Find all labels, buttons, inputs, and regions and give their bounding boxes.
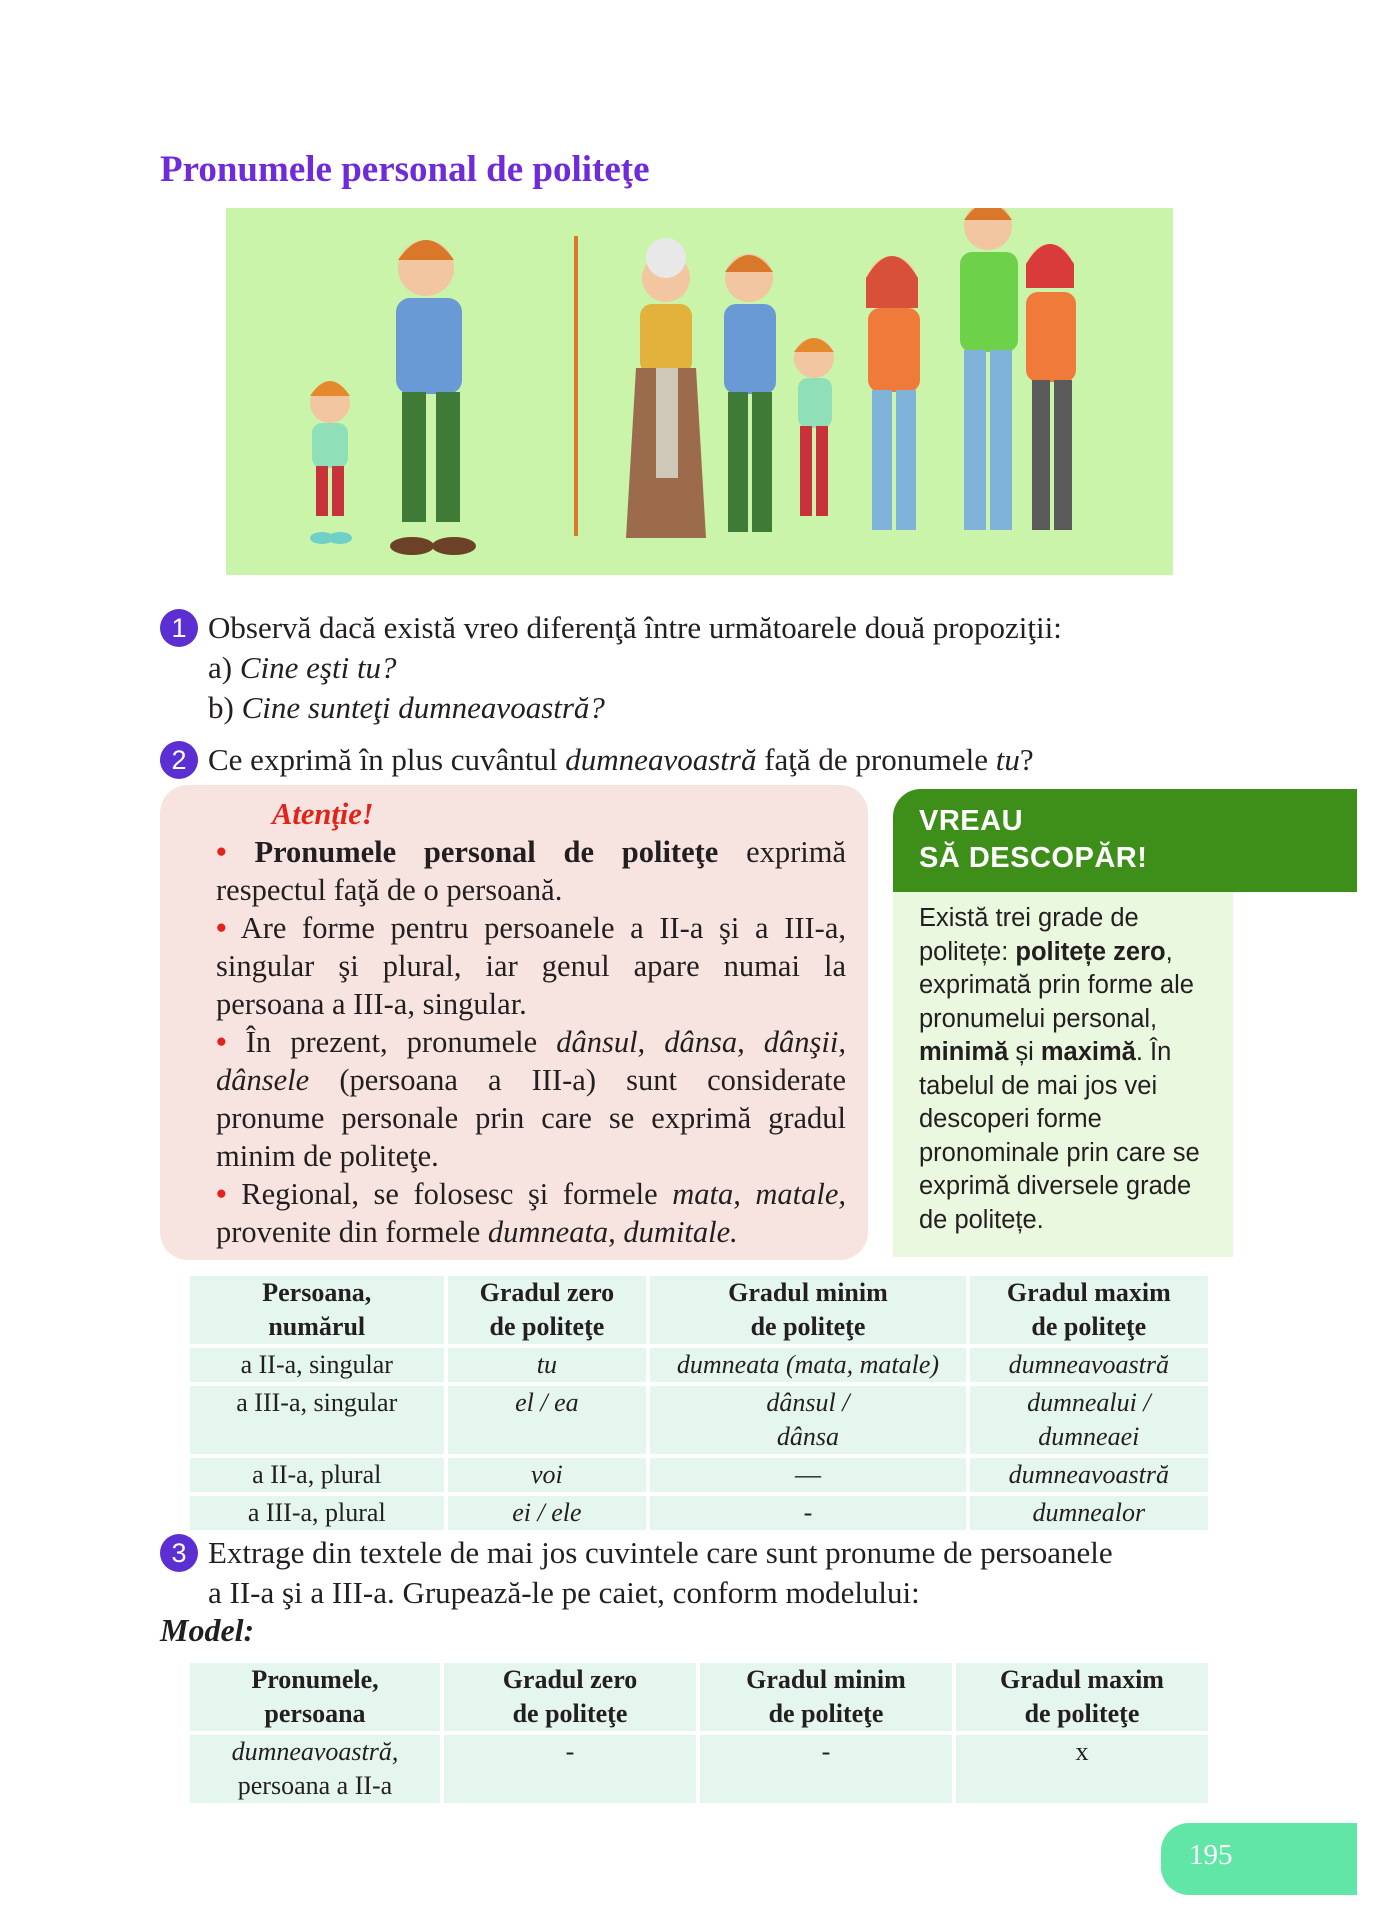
table-header-cell: Pronumele, persoana xyxy=(190,1663,440,1731)
table-cell: dumnealui / dumneaei xyxy=(970,1386,1208,1454)
table-cell: dânsul / dânsa xyxy=(650,1386,965,1454)
question-3-line-1: Extrage din textele de mai jos cuvintele care sunt pronume de persoanele xyxy=(208,1535,1113,1570)
attention-bullet-1: • Pronumele personal de politeţe exprimă respectul faţă de o persoană. xyxy=(216,835,847,907)
figure-woman-orange xyxy=(866,256,920,530)
attention-bullet-2: • Are forme pentru persoanele a II-a şi a III-a, singular şi plural, iar genul apare numai la persoana a III-a, singular. xyxy=(216,911,846,1021)
discover-body: Există trei grade de politețe: politețe zero, exprimată prin forme ale pronumelui personal, minimă și maximă. În tabelul de mai jos vei descoperi forme pronominale prin care se exprimă diversele grade de politețe. xyxy=(893,892,1233,1257)
table-cell: el / ea xyxy=(448,1386,647,1454)
page-title: Pronumele personal de politeţe xyxy=(160,149,650,190)
table-header-row xyxy=(190,1663,1208,1731)
table-row xyxy=(190,1496,1208,1530)
attention-bullet-3: • În prezent, pronumele dânsul, dânsa, dânşii, dânsele (persoana a III-a) sunt considerate pronume personale prin care se exprimă gradul minim de politeţe. xyxy=(216,1025,847,1173)
question-3-line-2: a II-a şi a III-a. Grupează-le pe caiet, conform modelului: xyxy=(208,1575,920,1610)
table-header-cell: Gradul zero de politeţe xyxy=(448,1276,647,1344)
question-number-badge: 3 xyxy=(160,1534,198,1572)
discover-header xyxy=(893,789,1357,892)
question-1-option-a: a) Cine eşti tu? xyxy=(208,650,397,685)
figure-grandmother xyxy=(626,238,706,538)
question-number-badge: 1 xyxy=(160,609,198,647)
figure-man-middle xyxy=(724,254,776,532)
question-1 xyxy=(160,608,1360,728)
figure-child-middle xyxy=(794,338,834,516)
table-cell: dumneata (mata, matale) xyxy=(650,1348,965,1382)
table-cell: tu xyxy=(448,1348,647,1382)
figure-child-left xyxy=(310,381,352,544)
table-header-cell: Gradul zero de politeţe xyxy=(444,1663,696,1731)
politeness-grades-table xyxy=(186,1272,1212,1534)
table-row xyxy=(190,1458,1208,1492)
table-cell: a III-a, plural xyxy=(190,1496,444,1530)
table-header-cell: Gradul maxim de politeţe xyxy=(970,1276,1208,1344)
figure-man-green xyxy=(960,208,1018,530)
figure-man-left xyxy=(390,240,476,555)
table-header-cell: Persoana, numărul xyxy=(190,1276,444,1344)
table-header-cell: Gradul minim de politeţe xyxy=(700,1663,952,1731)
illustration-family-conversation xyxy=(226,208,1173,575)
model-table xyxy=(186,1659,1212,1807)
table-row xyxy=(190,1386,1208,1454)
table-cell: dumnealor xyxy=(970,1496,1208,1530)
table-cell: - xyxy=(444,1735,696,1803)
page-number: 195 xyxy=(1161,1823,1357,1895)
table-header-cell: Gradul maxim de politeţe xyxy=(956,1663,1208,1731)
table-cell: — xyxy=(650,1458,965,1492)
table-cell: - xyxy=(650,1496,965,1530)
table-header-cell: Gradul minim de politeţe xyxy=(650,1276,965,1344)
attention-bullet-4: • Regional, se folosesc şi formele mata, matale, provenite din formele dumneata, dumitale. xyxy=(216,1177,847,1249)
family-illustration-svg xyxy=(226,208,1173,575)
question-2-text: Ce exprimă în plus cuvântul dumneavoastră faţă de pronumele tu? xyxy=(208,742,1034,777)
table-cell: x xyxy=(956,1735,1208,1803)
model-label: Model: xyxy=(160,1612,255,1648)
attention-box xyxy=(160,785,868,1260)
discover-header-line-2: SĂ DESCOPĂR! xyxy=(919,842,1148,874)
table-cell: a III-a, singular xyxy=(190,1386,444,1454)
table-cell: voi xyxy=(448,1458,647,1492)
table-cell: dumneavoastră, persoana a II-a xyxy=(190,1735,440,1803)
question-1-option-b: b) Cine sunteţi dumneavoastră? xyxy=(208,690,605,725)
table-row xyxy=(190,1735,1208,1803)
discover-header-line-1: VREAU xyxy=(919,805,1024,837)
question-3 xyxy=(160,1533,1360,1613)
table-cell: - xyxy=(700,1735,952,1803)
table-cell: a II-a, singular xyxy=(190,1348,444,1382)
table-row xyxy=(190,1348,1208,1382)
table-cell: a II-a, plural xyxy=(190,1458,444,1492)
figure-woman-redhair xyxy=(1026,244,1076,530)
attention-title: Atenţie! xyxy=(272,797,374,831)
table-cell: ei / ele xyxy=(448,1496,647,1530)
table-cell: dumneavoastră xyxy=(970,1348,1208,1382)
question-number-badge: 2 xyxy=(160,741,198,779)
table-cell: dumneavoastră xyxy=(970,1458,1208,1492)
question-2 xyxy=(160,740,1360,780)
question-1-text: Observă dacă există vreo diferenţă între următoarele două propoziţii: xyxy=(208,610,1062,645)
table-header-row xyxy=(190,1276,1208,1344)
